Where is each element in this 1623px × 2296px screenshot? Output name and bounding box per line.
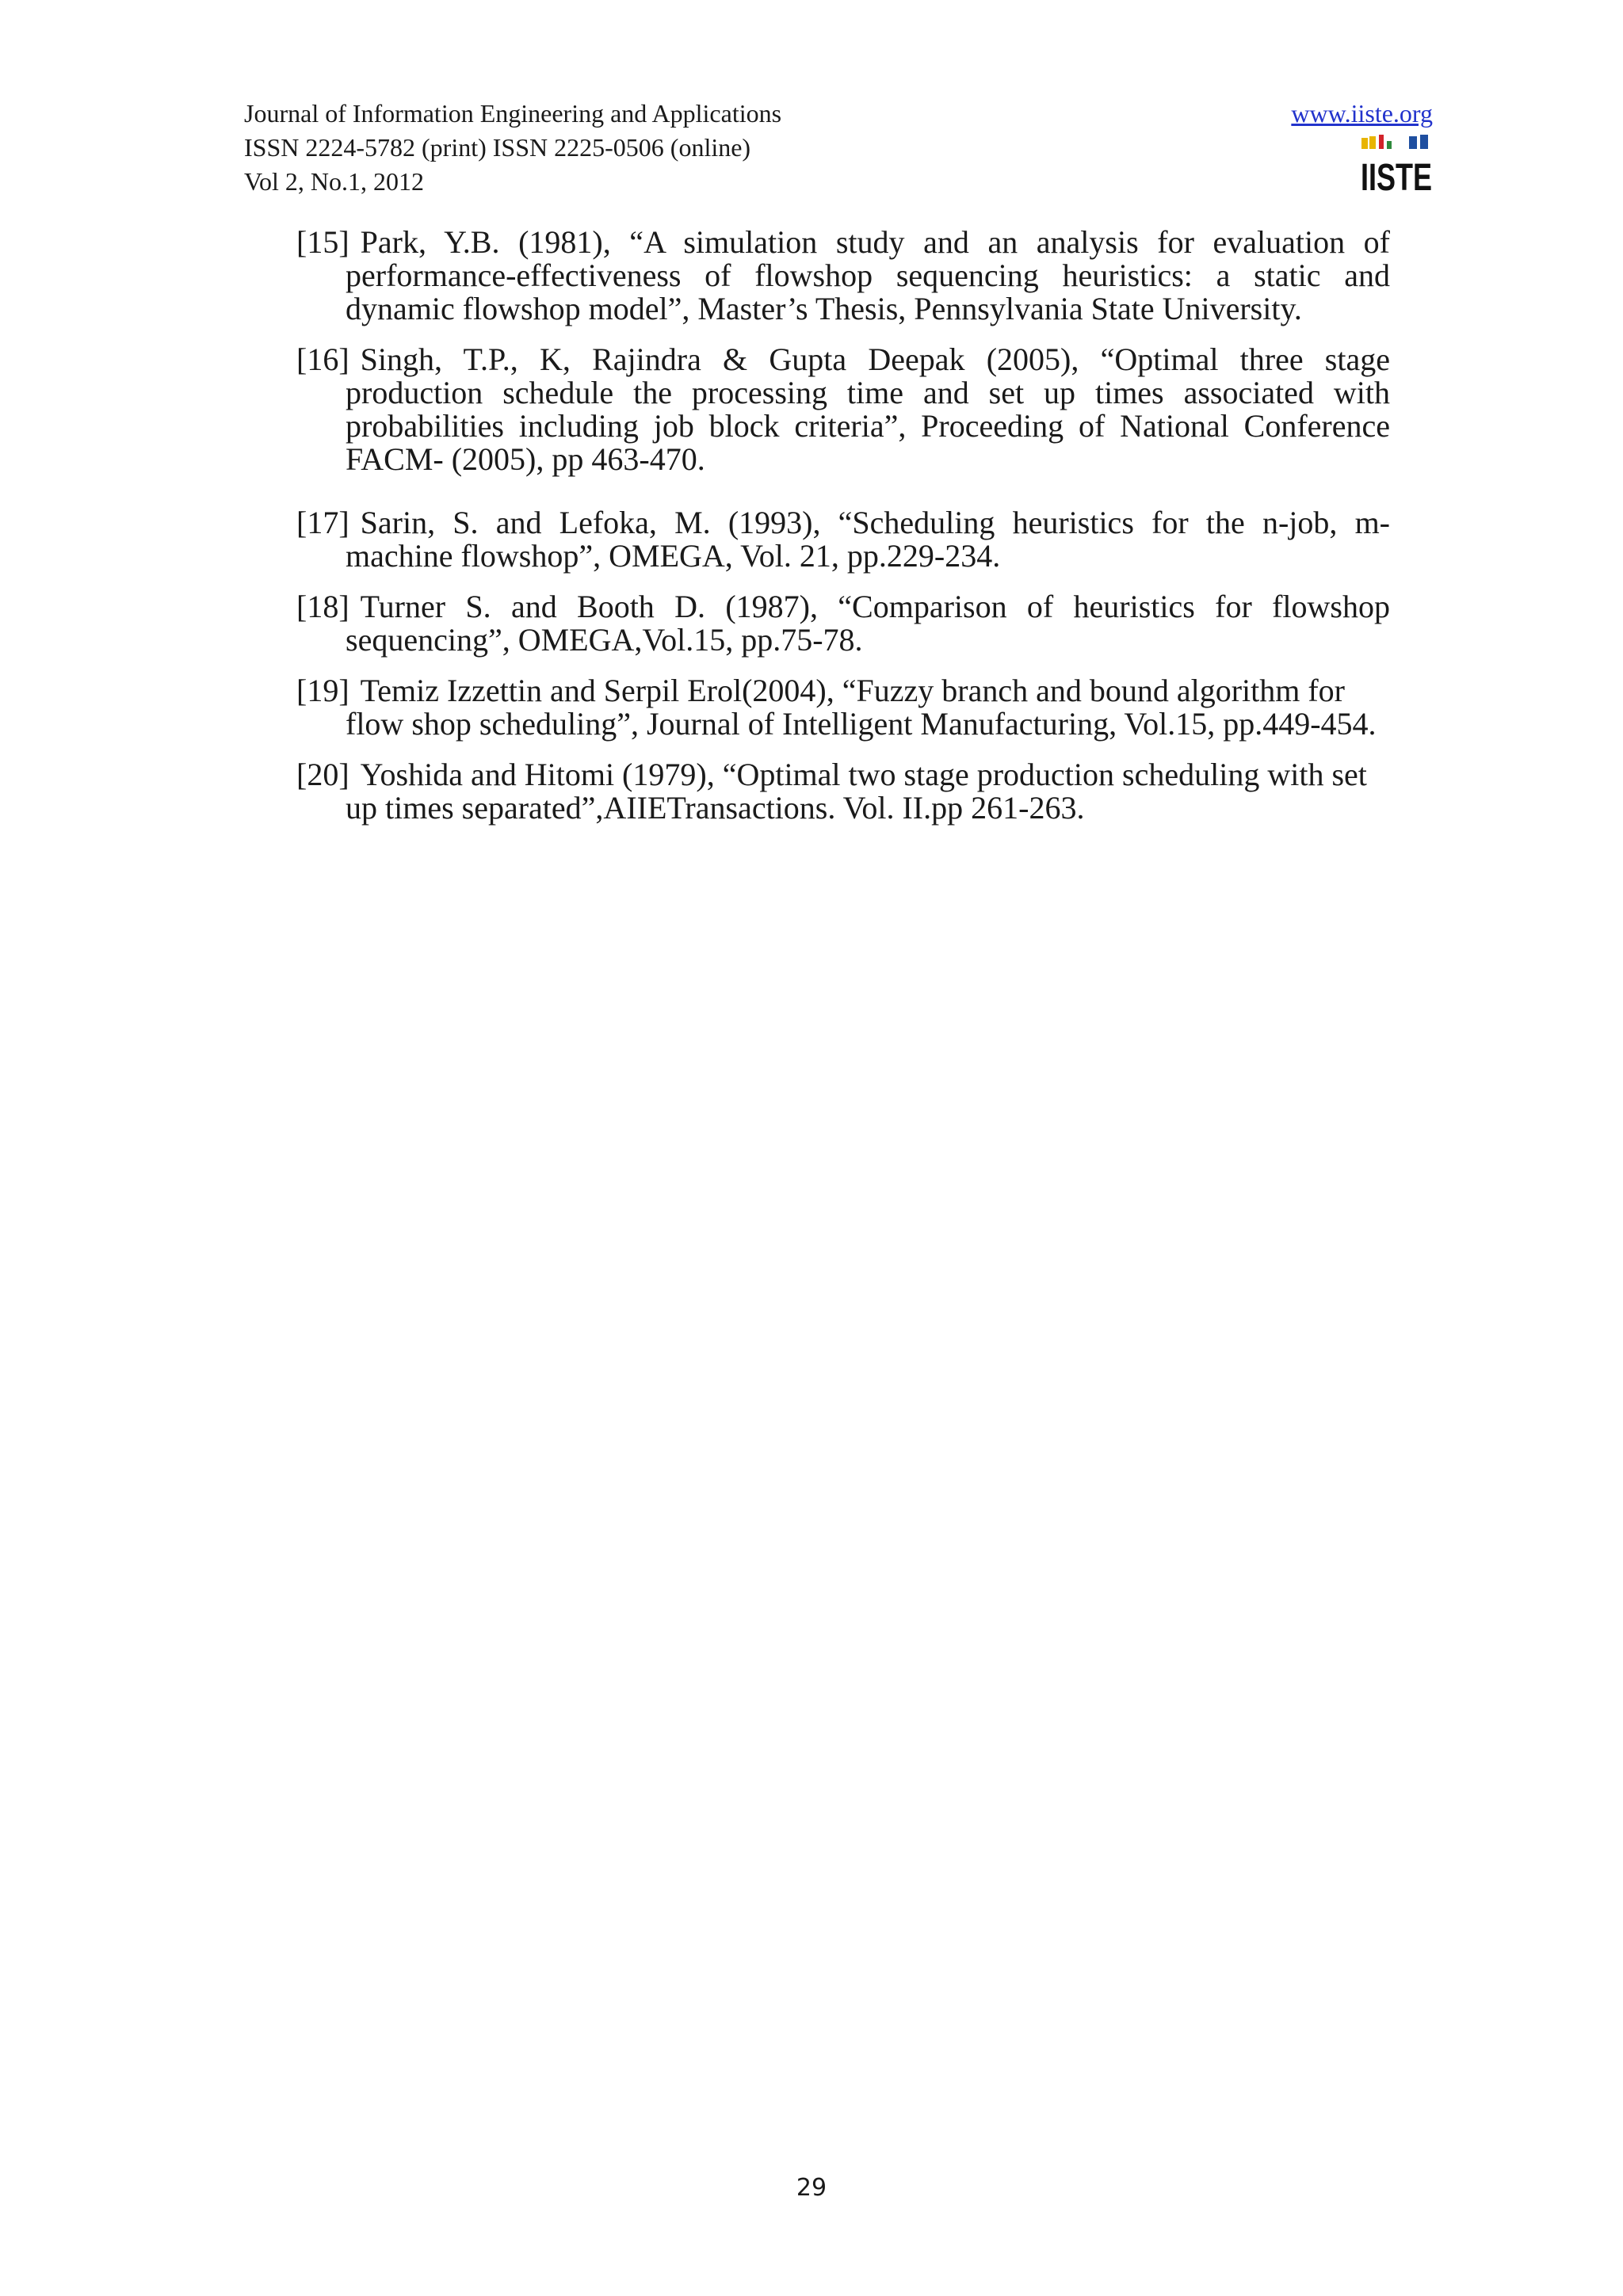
logo-bar-yellow	[1361, 138, 1368, 149]
iiste-logo-icon	[1360, 133, 1433, 199]
reference-text: Sarin, S. and Lefoka, M. (1993), “Scheduling heuristics for the n-job, m-machine flowshop”, OMEGA, Vol. 21, pp.229-234.	[346, 505, 1390, 574]
logo-bar-yellow-2	[1369, 136, 1376, 149]
reference-19	[296, 674, 1390, 741]
reference-number: [17]	[296, 505, 349, 540]
reference-text: Yoshida and Hitomi (1979), “Optimal two stage production scheduling with set up times separated”,AIIETransactions. Vol. II.pp 261-263.	[346, 757, 1367, 826]
reference-number: [15]	[296, 224, 349, 260]
reference-text: Singh, T.P., K, Rajindra & Gupta Deepak (2005), “Optimal three stage production schedule the processing time and set up times associated with probabilities including job block criteria”, Proceeding of National Conference FACM- (2005), pp 463-470.	[346, 341, 1390, 477]
logo-wordmark: IISTE	[1361, 157, 1432, 199]
reference-number: [19]	[296, 673, 349, 708]
website-link[interactable]: www.iiste.org	[1291, 99, 1433, 128]
reference-20	[296, 758, 1390, 825]
logo-bar-blue	[1409, 136, 1417, 149]
logo-bar-blue-2	[1420, 135, 1428, 149]
reference-15	[296, 226, 1390, 326]
running-header	[244, 97, 1433, 199]
reference-number: [20]	[296, 757, 349, 792]
reference-text: Temiz Izzettin and Serpil Erol(2004), “Fuzzy branch and bound algorithm for flow shop scheduling”, Journal of Intelligent Manufacturing, Vol.15, pp.449-454.	[346, 673, 1377, 742]
reference-number: [16]	[296, 341, 349, 377]
reference-17	[296, 506, 1390, 573]
page-number: 29	[796, 2174, 827, 2202]
logo-bar-green	[1387, 141, 1392, 149]
reference-text: Turner S. and Booth D. (1987), “Comparison of heuristics for flowshop sequencing”, OMEGA,Vol.15, pp.75-78.	[346, 589, 1390, 658]
journal-title: Journal of Information Engineering and Applications	[244, 99, 782, 128]
logo-bar-red	[1379, 135, 1384, 149]
reference-18	[296, 590, 1390, 657]
issn-line: ISSN 2224-5782 (print) ISSN 2225-0506 (online)	[244, 133, 751, 162]
reference-text: Park, Y.B. (1981), “A simulation study and an analysis for evaluation of performance-effectiveness of flowshop sequencing heuristics: a static and dynamic flowshop model”, Master’s Thesis, Pennsylvania State University.	[346, 224, 1390, 326]
volume-line: Vol 2, No.1, 2012	[244, 167, 424, 196]
reference-16	[296, 343, 1390, 476]
reference-number: [18]	[296, 589, 349, 624]
reference-list	[296, 226, 1390, 825]
